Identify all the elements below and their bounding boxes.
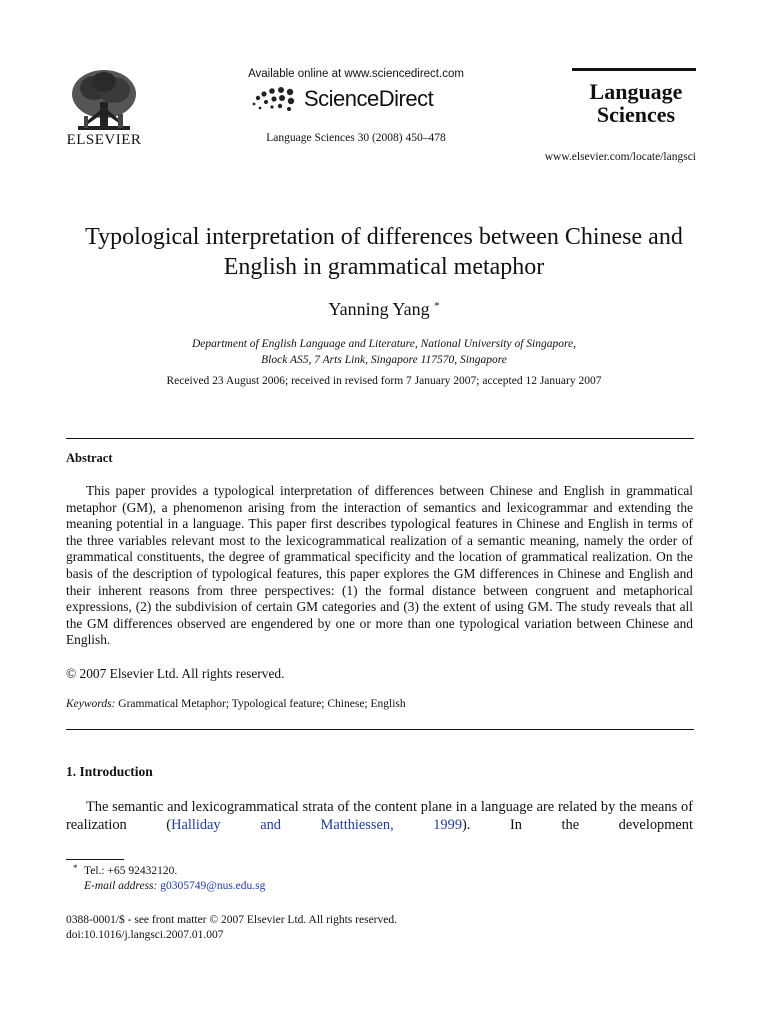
footnote-email-label: E-mail address: (84, 880, 158, 892)
doi-line[interactable]: doi:10.1016/j.langsci.2007.01.007 (66, 929, 224, 941)
citation-link[interactable]: Halliday and Matthiessen, 1999 (171, 817, 463, 833)
abstract-bottom-rule (66, 729, 694, 730)
affiliation-line2: Block AS5, 7 Arts Link, Singapore 117570, Singapore (261, 354, 507, 366)
sciencedirect-wordmark: ScienceDirect (304, 86, 434, 111)
abstract-body: This paper provides a typological interpretation of differences between Chinese and English in grammatical metaphor (GM), a phenomenon arising from the interaction of semantics and lexicogrammar and extending the meaning potential in a language. This paper first describes typological features in Chinese and English in terms of the three variables relevant most to the lexicogrammatical realization of a semantic meaning, namely the order of grammatical constituents, the degree of grammatical specificity and the location of grammatical realization. On the basis of the description of typological features, this paper explores the GM differences in Chinese and English and their inherent reasons from three perspectives: (1) the formal distance between congruent and metaphorical expressions, (2) the subdivision of certain GM categories and (3) the extent of using GM. The study reveals that all the GM differences observed are engendered by one or more than one typological variation between Chinese and English. (66, 483, 693, 648)
journal-url-link[interactable]: www.elsevier.com/locate/langsci (544, 151, 696, 163)
intro-text-before: The semantic and lexicogrammatical strata of the content plane in a language are related by the means of realization ( (66, 799, 693, 833)
keywords (66, 698, 406, 710)
abstract-top-rule (66, 438, 694, 439)
available-online-text: Available online at www.sciencedirect.com (248, 68, 464, 80)
footnote-mark: * (73, 863, 78, 873)
article-title: Typological interpretation of differences between Chinese and English in grammatical metaphor (85, 224, 683, 280)
footnote (66, 864, 265, 894)
elsevier-wordmark: ELSEVIER (66, 132, 142, 148)
sciencedirect-logo (250, 84, 470, 116)
footnote-rule (66, 859, 124, 860)
journal-logo-line2: Sciences (596, 102, 676, 127)
affiliation-line1: Department of English Language and Literature, National University of Singapore, (191, 338, 577, 350)
affiliation (60, 336, 708, 368)
footnote-email-line (84, 879, 265, 894)
issn-doi-block (66, 913, 397, 943)
abstract-copyright: © 2007 Elsevier Ltd. All rights reserved. (66, 666, 285, 681)
journal-logo (574, 80, 698, 126)
footnote-email-link[interactable]: g0305749@nus.edu.sg (160, 880, 266, 892)
author-footnote-mark[interactable]: * (434, 300, 440, 312)
journal-reference: Language Sciences 30 (2008) 450–478 (266, 132, 446, 144)
journal-logo-rule (572, 68, 696, 71)
keywords-label: Keywords: (66, 698, 116, 710)
section-heading-introduction: 1. Introduction (66, 764, 153, 779)
sciencedirect-dots-icon (250, 84, 302, 116)
author-line (60, 299, 708, 320)
keywords-list: Grammatical Metaphor; Typological feature; Chinese; English (118, 698, 406, 710)
issn-line: 0388-0001/$ - see front matter © 2007 Elsevier Ltd. All rights reserved. (66, 914, 397, 926)
introduction-paragraph (66, 798, 693, 834)
footnote-tel: Tel.: +65 92432120. (84, 865, 178, 877)
received-dates: Received 23 August 2006; received in revised form 7 January 2007; accepted 12 January 2007 (166, 375, 602, 387)
abstract-heading: Abstract (66, 451, 113, 465)
intro-text-after: ). In the development (462, 817, 693, 833)
journal-logo-line1: Language (589, 79, 683, 104)
author-name[interactable]: Yanning Yang (328, 299, 430, 319)
